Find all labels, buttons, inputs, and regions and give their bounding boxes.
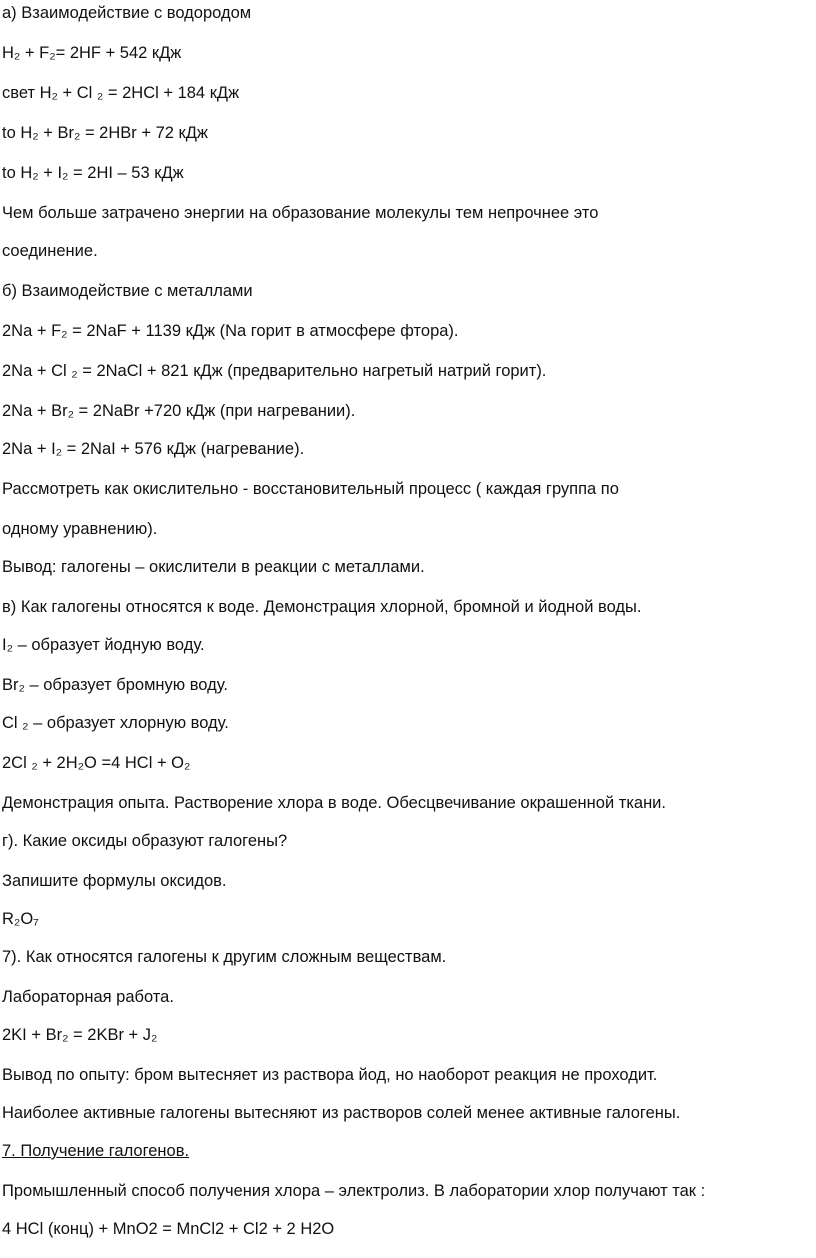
section-heading-a: а) Взаимодействие с водородом bbox=[2, 4, 252, 22]
section-heading-7: 7). Как относятся галогены к другим сложным веществам. bbox=[2, 948, 447, 966]
conclusion-metals: Вывод: галогены – окислители в реакции с металлами. bbox=[2, 558, 425, 576]
lab-work-label: Лабораторная работа. bbox=[2, 988, 174, 1006]
equation-na-f2: 2Na + F₂ = 2NaF + 1139 кДж (Na горит в атмосфере фтора). bbox=[2, 322, 459, 340]
paragraph-redox-1: Рассмотреть как окислительно - восстановительный процесс ( каждая группа по bbox=[2, 480, 619, 498]
conclusion-experiment: Вывод по опыту: бром вытесняет из раствора йод, но наоборот реакция не проходит. bbox=[2, 1066, 658, 1084]
equation-na-i2: 2Na + I₂ = 2NaI + 576 кДж (нагревание). bbox=[2, 440, 305, 458]
equation-ki-br2: 2KI + Br₂ = 2KBr + J₂ bbox=[2, 1026, 158, 1044]
equation-h2-i2: to H₂ + I₂ = 2HI – 53 кДж bbox=[2, 164, 184, 182]
line-cl2-water: Cl ₂ – образует хлорную воду. bbox=[2, 714, 229, 732]
equation-h2-f2: H₂ + F₂= 2HF + 542 кДж bbox=[2, 44, 182, 62]
equation-na-br2: 2Na + Br₂ = 2NaBr +720 кДж (при нагревании). bbox=[2, 402, 356, 420]
instruction-oxides: Запишите формулы оксидов. bbox=[2, 872, 227, 890]
line-i2-water: I₂ – образует йодную воду. bbox=[2, 636, 205, 654]
equation-h2-cl2: свет H₂ + Cl ₂ = 2HCl + 184 кДж bbox=[2, 84, 240, 102]
equation-na-cl2: 2Na + Cl ₂ = 2NaCl + 821 кДж (предварительно нагретый натрий горит). bbox=[2, 362, 547, 380]
paragraph-energy-2: соединение. bbox=[2, 242, 98, 260]
paragraph-active-halogens: Наиболее активные галогены вытесняют из растворов солей менее активные галогены. bbox=[2, 1104, 681, 1122]
section-heading-g: г). Какие оксиды образуют галогены? bbox=[2, 832, 288, 850]
section-heading-v: в) Как галогены относятся к воде. Демонстрация хлорной, бромной и йодной воды. bbox=[2, 598, 642, 616]
paragraph-energy-1: Чем больше затрачено энергии на образование молекулы тем непрочнее это bbox=[2, 204, 599, 222]
paragraph-demonstration: Демонстрация опыта. Растворение хлора в воде. Обесцвечивание окрашенной ткани. bbox=[2, 794, 666, 812]
line-br2-water: Br₂ – образует бромную воду. bbox=[2, 676, 228, 694]
section-heading-obtaining: 7. Получение галогенов. bbox=[2, 1142, 190, 1160]
formula-r2o7: R₂O₇ bbox=[2, 910, 39, 928]
equation-hcl-mno2: 4 HCl (конц) + MnO2 = MnCl2 + Cl2 + 2 H2O bbox=[2, 1220, 335, 1238]
equation-cl2-h2o: 2Cl ₂ + 2H₂O =4 HCl + O₂ bbox=[2, 754, 191, 772]
paragraph-redox-2: одному уравнению). bbox=[2, 520, 158, 538]
section-heading-b: б) Взаимодействие с металлами bbox=[2, 282, 253, 300]
equation-h2-br2: to H₂ + Br₂ = 2HBr + 72 кДж bbox=[2, 124, 208, 142]
paragraph-industrial: Промышленный способ получения хлора – электролиз. В лаборатории хлор получают так : bbox=[2, 1182, 706, 1200]
